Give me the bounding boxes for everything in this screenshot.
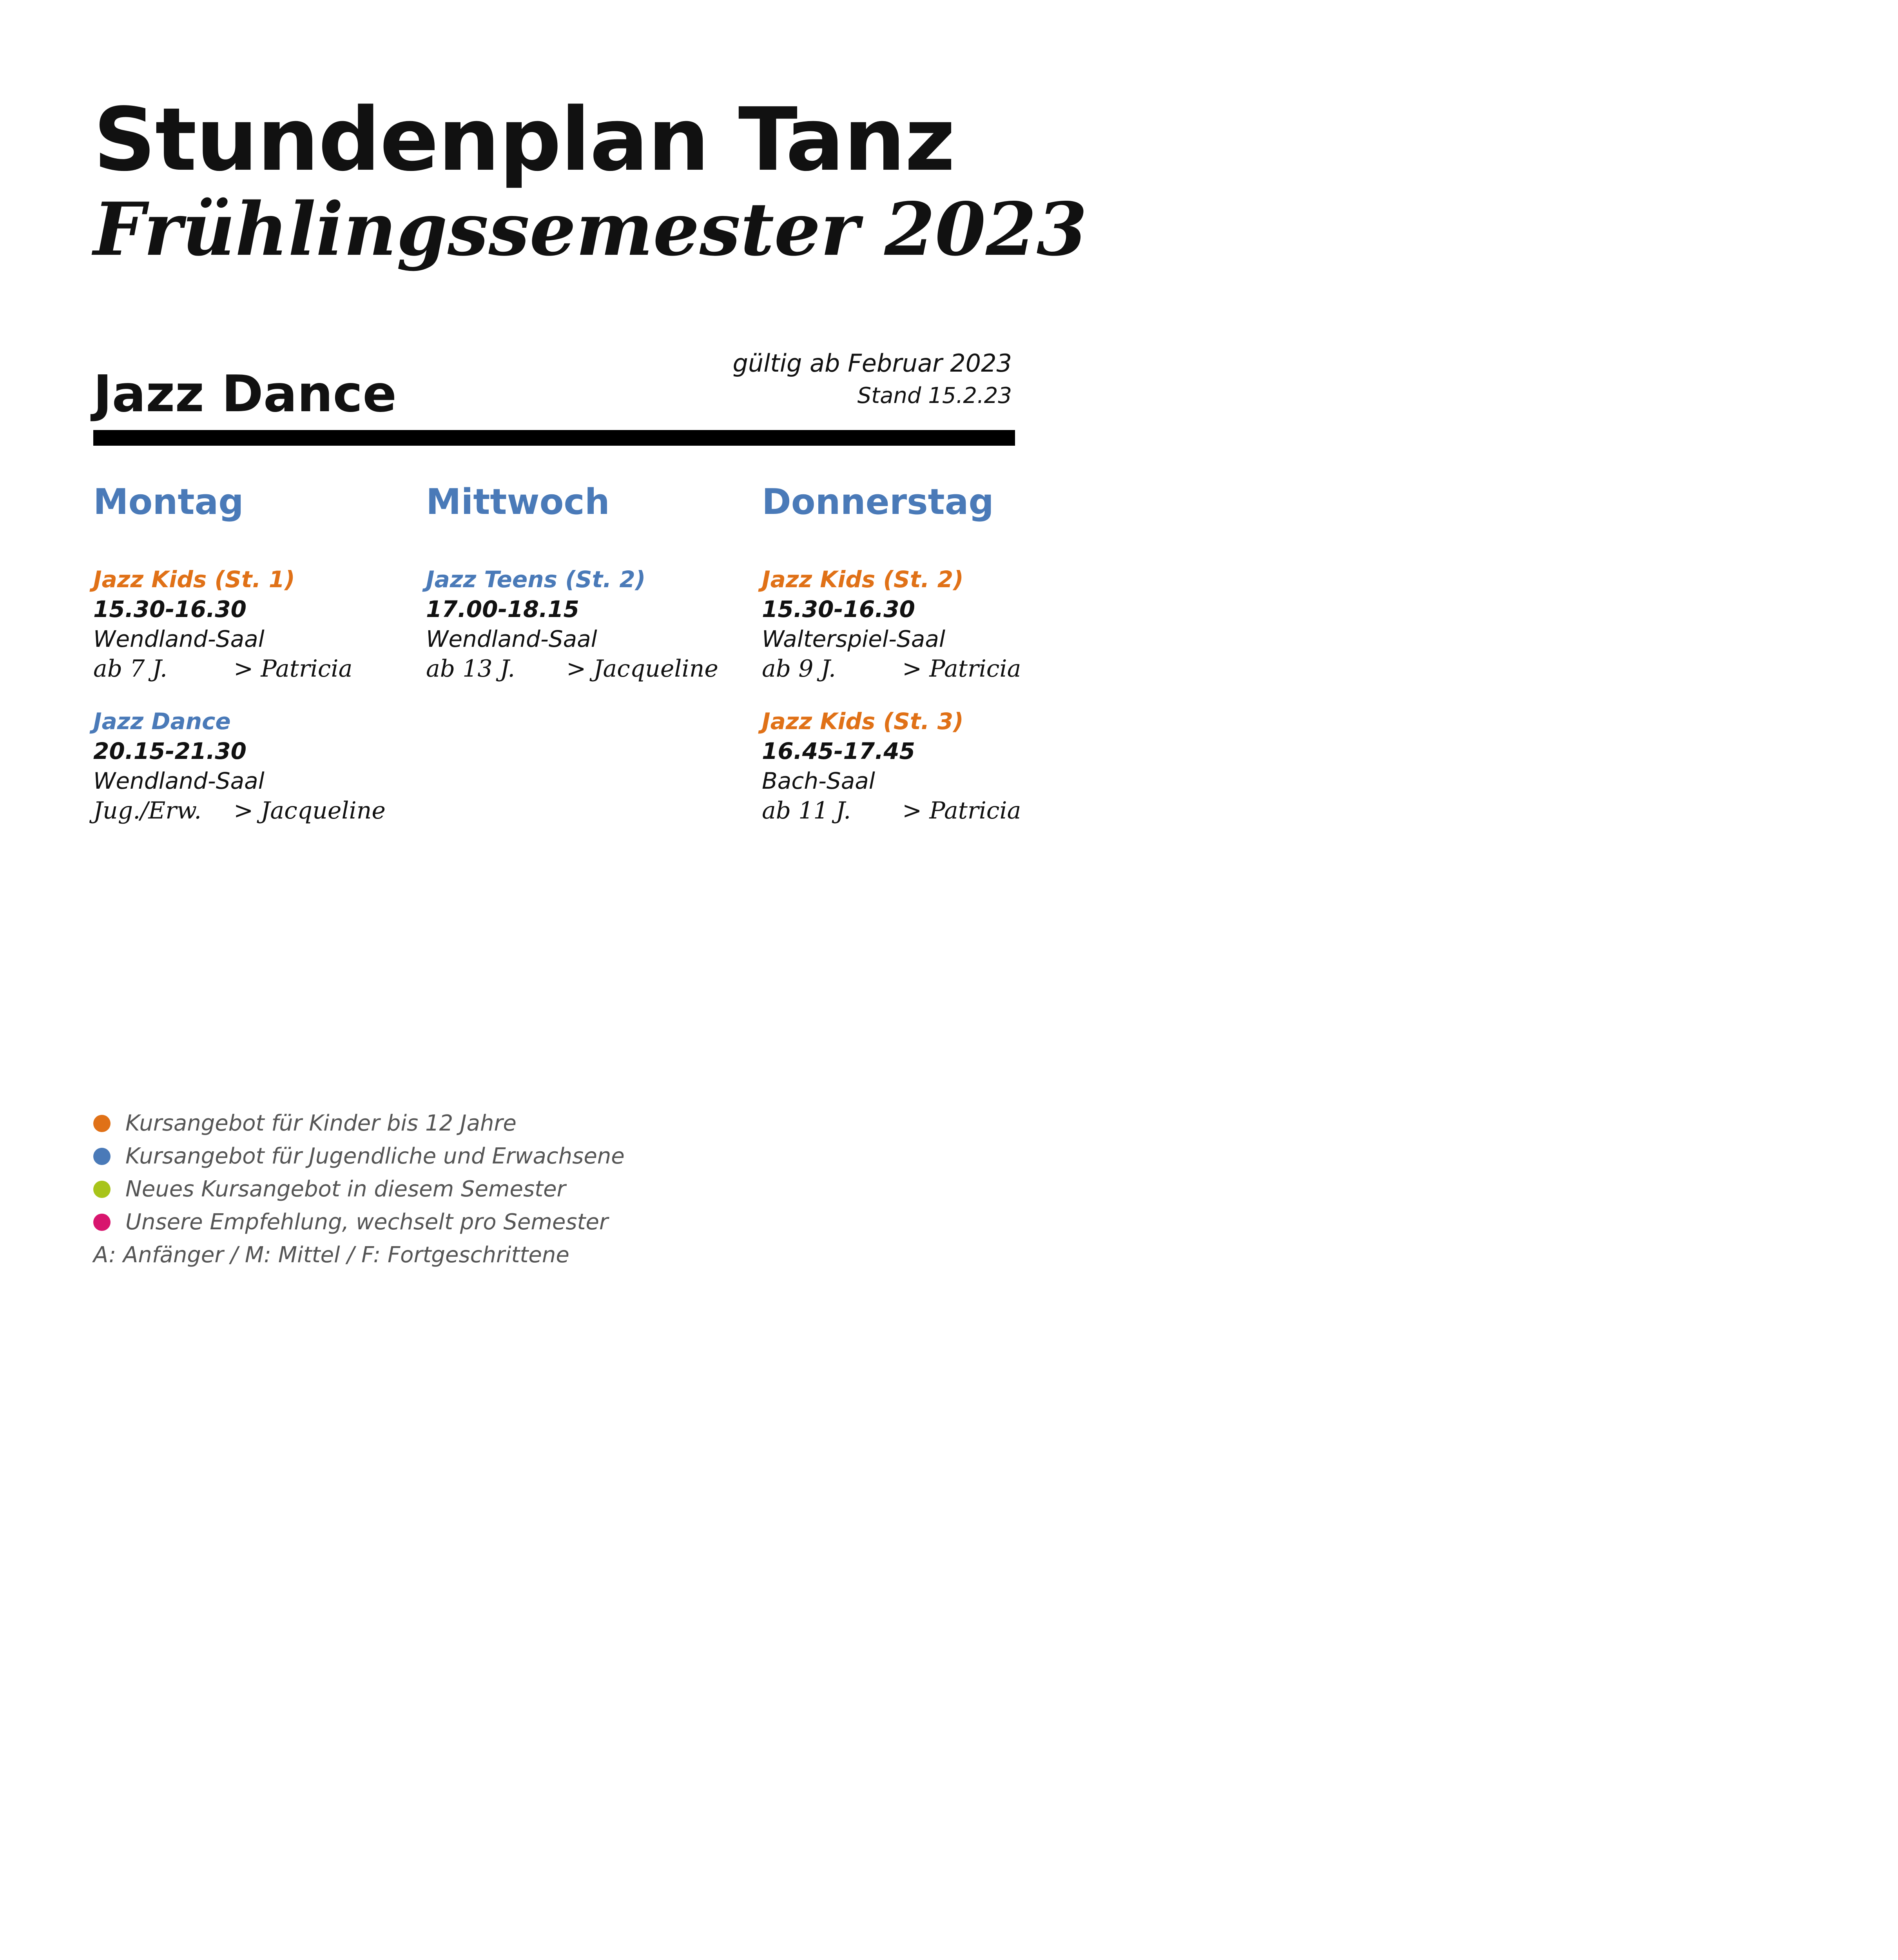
course-entry [93, 706, 446, 826]
course-age: Jug./Erw. [93, 797, 202, 824]
day-column-donnerstag [762, 481, 1115, 848]
course-age: ab 7 J. [93, 655, 167, 682]
orange-dot-icon [93, 1115, 111, 1132]
course-age: ab 11 J. [762, 797, 851, 824]
legend-text: Kursangebot für Kinder bis 12 Jahre [125, 1111, 517, 1136]
section-divider [93, 430, 1015, 446]
course-meta [93, 796, 446, 826]
day-heading: Montag [93, 481, 244, 523]
course-room: Wendland-Saal [93, 626, 265, 652]
day-heading: Donnerstag [762, 481, 994, 523]
legend-text: Neues Kursangebot in diesem Semester [125, 1176, 566, 1202]
legend-text: Unsere Empfehlung, wechselt pro Semester [125, 1209, 608, 1235]
course-name: Jazz Dance [93, 708, 231, 735]
course-entry [762, 706, 1115, 826]
legend [93, 1107, 625, 1272]
green-dot-icon [93, 1181, 111, 1198]
legend-item-recommendation [93, 1206, 608, 1239]
level-abbreviations-note: A: Anfänger / M: Mittel / F: Fortgeschrittene [93, 1242, 569, 1268]
semester-subtitle: Frühlingssemester 2023 [93, 186, 1088, 272]
course-teacher: > Patricia [234, 655, 353, 682]
course-teacher: > Jacqueline [566, 655, 718, 682]
pink-dot-icon [93, 1214, 111, 1231]
legend-item-kids [93, 1107, 569, 1140]
day-heading: Mittwoch [426, 481, 610, 523]
course-entry [93, 564, 446, 684]
validity-info [733, 351, 1012, 407]
course-teacher: > Patricia [902, 655, 1021, 682]
course-time: 15.30-16.30 [762, 596, 915, 622]
course-meta [762, 654, 1115, 684]
blue-dot-icon [93, 1148, 111, 1165]
course-name: Jazz Teens (St. 2) [426, 566, 646, 593]
course-teacher: > Jacqueline [234, 797, 386, 824]
legend-item-new [93, 1173, 569, 1206]
page-title: Stundenplan Tanz [93, 89, 955, 191]
course-time: 16.45-17.45 [762, 738, 915, 764]
course-time: 20.15-21.30 [93, 738, 247, 764]
course-teacher: > Patricia [902, 797, 1021, 824]
course-entry [426, 564, 779, 684]
course-room: Bach-Saal [762, 768, 875, 794]
legend-text: Kursangebot für Jugendliche und Erwachsene [125, 1143, 625, 1169]
course-age: ab 13 J. [426, 655, 515, 682]
section-title: Jazz Dance [93, 365, 397, 423]
legend-item-youth-adults [93, 1140, 625, 1173]
course-room: Walterspiel-Saal [762, 626, 945, 652]
valid-from-text: gültig ab Februar 2023 [732, 349, 1012, 377]
course-age: ab 9 J. [762, 655, 836, 682]
course-time: 15.30-16.30 [93, 596, 247, 622]
course-name: Jazz Kids (St. 3) [762, 708, 964, 735]
course-room: Wendland-Saal [426, 626, 597, 652]
course-meta [762, 796, 1115, 826]
day-column-montag [93, 481, 446, 848]
course-time: 17.00-18.15 [426, 596, 579, 622]
course-meta [426, 654, 779, 684]
course-entry [762, 564, 1115, 684]
course-name: Jazz Kids (St. 1) [93, 566, 295, 593]
status-date-text: Stand 15.2.23 [857, 383, 1012, 408]
course-name: Jazz Kids (St. 2) [762, 566, 964, 593]
course-meta [93, 654, 446, 684]
day-column-mittwoch [426, 481, 779, 706]
course-room: Wendland-Saal [93, 768, 265, 794]
